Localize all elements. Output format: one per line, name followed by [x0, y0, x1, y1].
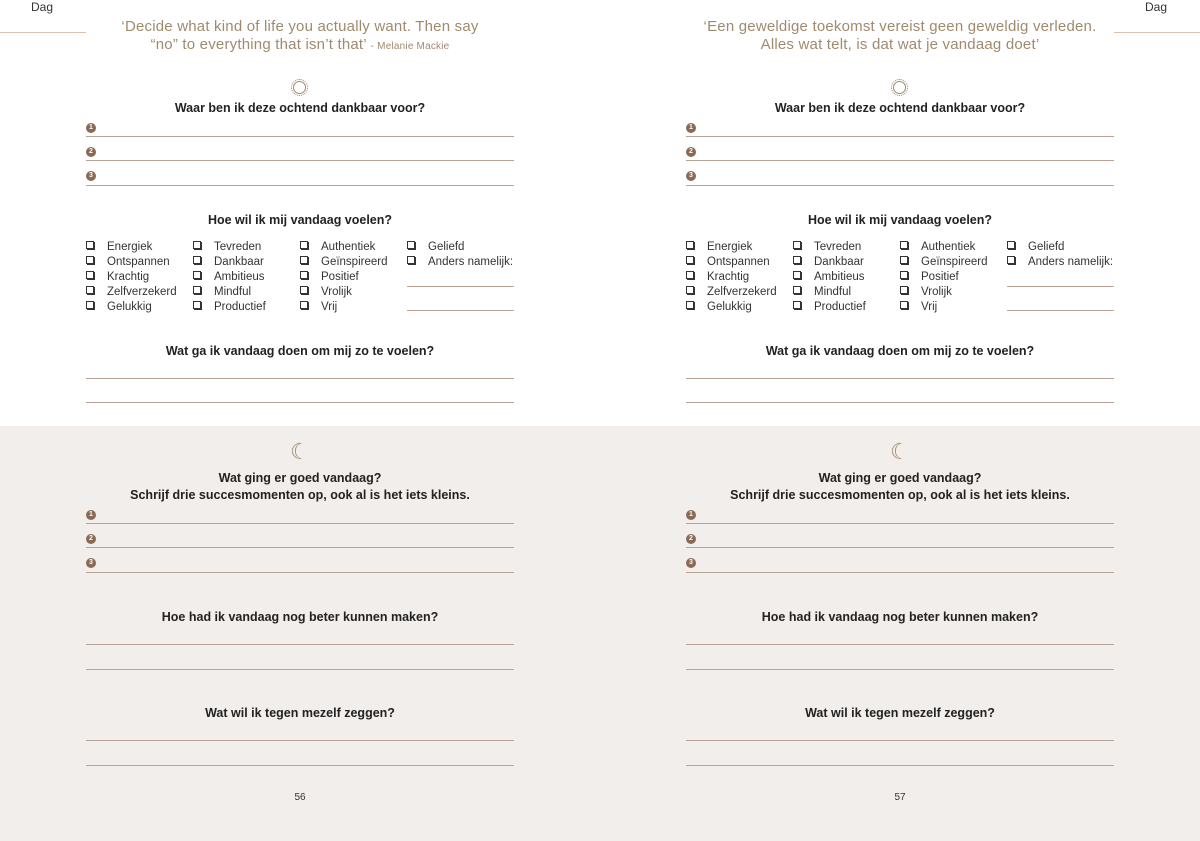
writing-line[interactable]	[86, 740, 514, 741]
number-badge-3: 3	[686, 171, 696, 181]
writing-line[interactable]	[686, 378, 1114, 379]
checkbox[interactable]	[86, 271, 94, 279]
writing-line[interactable]	[86, 185, 514, 186]
number-badge-2: 2	[686, 147, 696, 157]
feeling-option[interactable]: Positief	[300, 270, 359, 284]
number-badge-3: 3	[86, 171, 96, 181]
checkbox[interactable]	[900, 256, 908, 264]
feel-heading: Hoe wil ik mij vandaag voelen?	[207, 213, 393, 227]
checkbox[interactable]	[300, 256, 308, 264]
writing-line[interactable]	[686, 669, 1114, 670]
say-heading: Wat wil ik tegen mezelf zeggen?	[805, 706, 995, 720]
checkbox[interactable]	[407, 256, 415, 264]
page-number: 57	[894, 792, 906, 803]
say-heading: Wat wil ik tegen mezelf zeggen?	[205, 706, 395, 720]
do-heading: Wat ga ik vandaag doen om mij zo te voelen?	[165, 344, 435, 358]
feeling-option[interactable]: Ambitieus	[793, 270, 865, 284]
writing-line[interactable]	[86, 136, 514, 137]
writing-line[interactable]	[686, 523, 1114, 524]
checkbox[interactable]	[686, 271, 694, 279]
checkbox[interactable]	[193, 256, 201, 264]
feeling-option[interactable]: Anders namelijk:	[1007, 255, 1113, 269]
feeling-option[interactable]: Tevreden	[193, 240, 261, 254]
writing-line[interactable]	[686, 765, 1114, 766]
feeling-option[interactable]: Energiek	[86, 240, 152, 254]
number-badge-1: 1	[686, 123, 696, 133]
number-badge-2: 2	[86, 147, 96, 157]
writing-line[interactable]	[686, 185, 1114, 186]
writing-line[interactable]	[686, 402, 1114, 403]
feeling-option[interactable]: Energiek	[686, 240, 752, 254]
feeling-option[interactable]: Gelukkig	[86, 300, 152, 314]
writing-line[interactable]	[686, 160, 1114, 161]
feeling-option[interactable]: Ambitieus	[193, 270, 265, 284]
checkbox[interactable]	[407, 241, 415, 249]
quote	[90, 18, 510, 56]
checkbox[interactable]	[900, 301, 908, 309]
feeling-option[interactable]: Ontspannen	[686, 255, 770, 269]
checkbox[interactable]	[686, 256, 694, 264]
feeling-option[interactable]: Dankbaar	[193, 255, 264, 269]
checkbox[interactable]	[86, 241, 94, 249]
journal-page-right	[600, 0, 1200, 841]
other-writing-line[interactable]	[1007, 310, 1114, 311]
other-writing-line[interactable]	[407, 286, 514, 287]
feeling-option[interactable]: Vrij	[900, 300, 937, 314]
sun-icon	[293, 81, 306, 94]
number-badge-3: 3	[686, 558, 696, 568]
writing-line[interactable]	[86, 547, 514, 548]
checkbox[interactable]	[193, 301, 201, 309]
checkbox[interactable]	[193, 241, 201, 249]
gratitude-heading: Waar ben ik deze ochtend dankbaar voor?	[174, 101, 426, 115]
writing-line[interactable]	[86, 765, 514, 766]
writing-line[interactable]	[86, 523, 514, 524]
feeling-option[interactable]: Authentiek	[300, 240, 375, 254]
feeling-option[interactable]: Authentiek	[900, 240, 975, 254]
checkbox[interactable]	[1007, 241, 1015, 249]
checkbox[interactable]	[793, 301, 801, 309]
feeling-option[interactable]: Krachtig	[686, 270, 749, 284]
moon-icon: ☾	[290, 439, 310, 464]
writing-line[interactable]	[86, 644, 514, 645]
sun-icon	[893, 81, 906, 94]
checkbox[interactable]	[793, 271, 801, 279]
dag-rule	[0, 32, 86, 33]
writing-line[interactable]	[686, 136, 1114, 137]
dag-label: Dag	[31, 0, 54, 14]
checkbox[interactable]	[686, 301, 694, 309]
feeling-option[interactable]: Zelfverzekerd	[686, 285, 777, 299]
checkbox[interactable]	[900, 286, 908, 294]
checkbox[interactable]	[86, 301, 94, 309]
feeling-option[interactable]: Vrij	[300, 300, 337, 314]
checkbox[interactable]	[793, 256, 801, 264]
checkbox[interactable]	[300, 286, 308, 294]
good-heading: Wat ging er goed vandaag? Schrijf drie succesmomenten op, ook al is het iets kleins.	[130, 471, 470, 502]
better-heading: Hoe had ik vandaag nog beter kunnen maken?	[761, 610, 1039, 624]
feel-heading: Hoe wil ik mij vandaag voelen?	[807, 213, 993, 227]
good-heading: Wat ging er goed vandaag? Schrijf drie succesmomenten op, ook al is het iets kleins.	[730, 471, 1070, 502]
moon-icon: ☾	[890, 439, 910, 464]
checkbox[interactable]	[900, 271, 908, 279]
feeling-option[interactable]: Vrolijk	[900, 285, 952, 299]
feeling-option[interactable]: Mindful	[193, 285, 251, 299]
feeling-option[interactable]: Zelfverzekerd	[86, 285, 177, 299]
feeling-option[interactable]: Vrolijk	[300, 285, 352, 299]
writing-line[interactable]	[86, 160, 514, 161]
feeling-option[interactable]: Geliefd	[1007, 240, 1064, 254]
checkbox[interactable]	[686, 241, 694, 249]
number-badge-1: 1	[686, 510, 696, 520]
quote-line-1: ‘Decide what kind of life you actually want. Then say	[121, 18, 479, 35]
feeling-option[interactable]: Gelukkig	[686, 300, 752, 314]
writing-line[interactable]	[686, 644, 1114, 645]
feeling-option[interactable]: Krachtig	[86, 270, 149, 284]
checkbox[interactable]	[86, 286, 94, 294]
checkbox[interactable]	[900, 241, 908, 249]
writing-line[interactable]	[86, 572, 514, 573]
writing-line[interactable]	[86, 402, 514, 403]
quote-line-2: “no” to everything that isn’t that’ - Melanie Mackie	[150, 36, 450, 53]
checkbox[interactable]	[300, 241, 308, 249]
feeling-option[interactable]: Positief	[900, 270, 959, 284]
checkbox[interactable]	[193, 286, 201, 294]
page-number: 56	[294, 792, 306, 803]
writing-line[interactable]	[686, 547, 1114, 548]
checkbox[interactable]	[86, 256, 94, 264]
feeling-option[interactable]: Productief	[793, 300, 866, 314]
feeling-option[interactable]: Tevreden	[793, 240, 861, 254]
gratitude-heading: Waar ben ik deze ochtend dankbaar voor?	[774, 101, 1026, 115]
other-writing-line[interactable]	[1007, 286, 1114, 287]
checkbox[interactable]	[686, 286, 694, 294]
checkbox[interactable]	[300, 271, 308, 279]
feeling-option[interactable]: Ontspannen	[86, 255, 170, 269]
dag-label: Dag	[1145, 0, 1168, 14]
writing-line[interactable]	[86, 669, 514, 670]
feeling-option[interactable]: Geliefd	[407, 240, 464, 254]
writing-line[interactable]	[86, 378, 514, 379]
feeling-option[interactable]: Mindful	[793, 285, 851, 299]
feeling-option[interactable]: Dankbaar	[793, 255, 864, 269]
feeling-option[interactable]: Geïnspireerd	[300, 255, 387, 269]
checkbox[interactable]	[193, 271, 201, 279]
quote-line-1: ‘Een geweldige toekomst vereist geen geweldig verleden.	[703, 18, 1097, 35]
other-writing-line[interactable]	[407, 310, 514, 311]
quote-line-2: Alles wat telt, is dat wat je vandaag doet’	[760, 36, 1040, 53]
do-heading: Wat ga ik vandaag doen om mij zo te voelen?	[765, 344, 1035, 358]
better-heading: Hoe had ik vandaag nog beter kunnen maken?	[161, 610, 439, 624]
feeling-option[interactable]: Geïnspireerd	[900, 255, 987, 269]
feeling-option[interactable]: Productief	[193, 300, 266, 314]
number-badge-2: 2	[686, 534, 696, 544]
quote	[680, 18, 1120, 54]
number-badge-1: 1	[86, 510, 96, 520]
feeling-option[interactable]: Anders namelijk:	[407, 255, 513, 269]
checkbox[interactable]	[1007, 256, 1015, 264]
checkbox[interactable]	[793, 286, 801, 294]
writing-line[interactable]	[686, 740, 1114, 741]
number-badge-3: 3	[86, 558, 96, 568]
dag-rule	[1114, 32, 1200, 33]
writing-line[interactable]	[686, 572, 1114, 573]
number-badge-2: 2	[86, 534, 96, 544]
checkbox[interactable]	[300, 301, 308, 309]
quote-author: - Melanie Mackie	[370, 41, 450, 52]
checkbox[interactable]	[793, 241, 801, 249]
number-badge-1: 1	[86, 123, 96, 133]
